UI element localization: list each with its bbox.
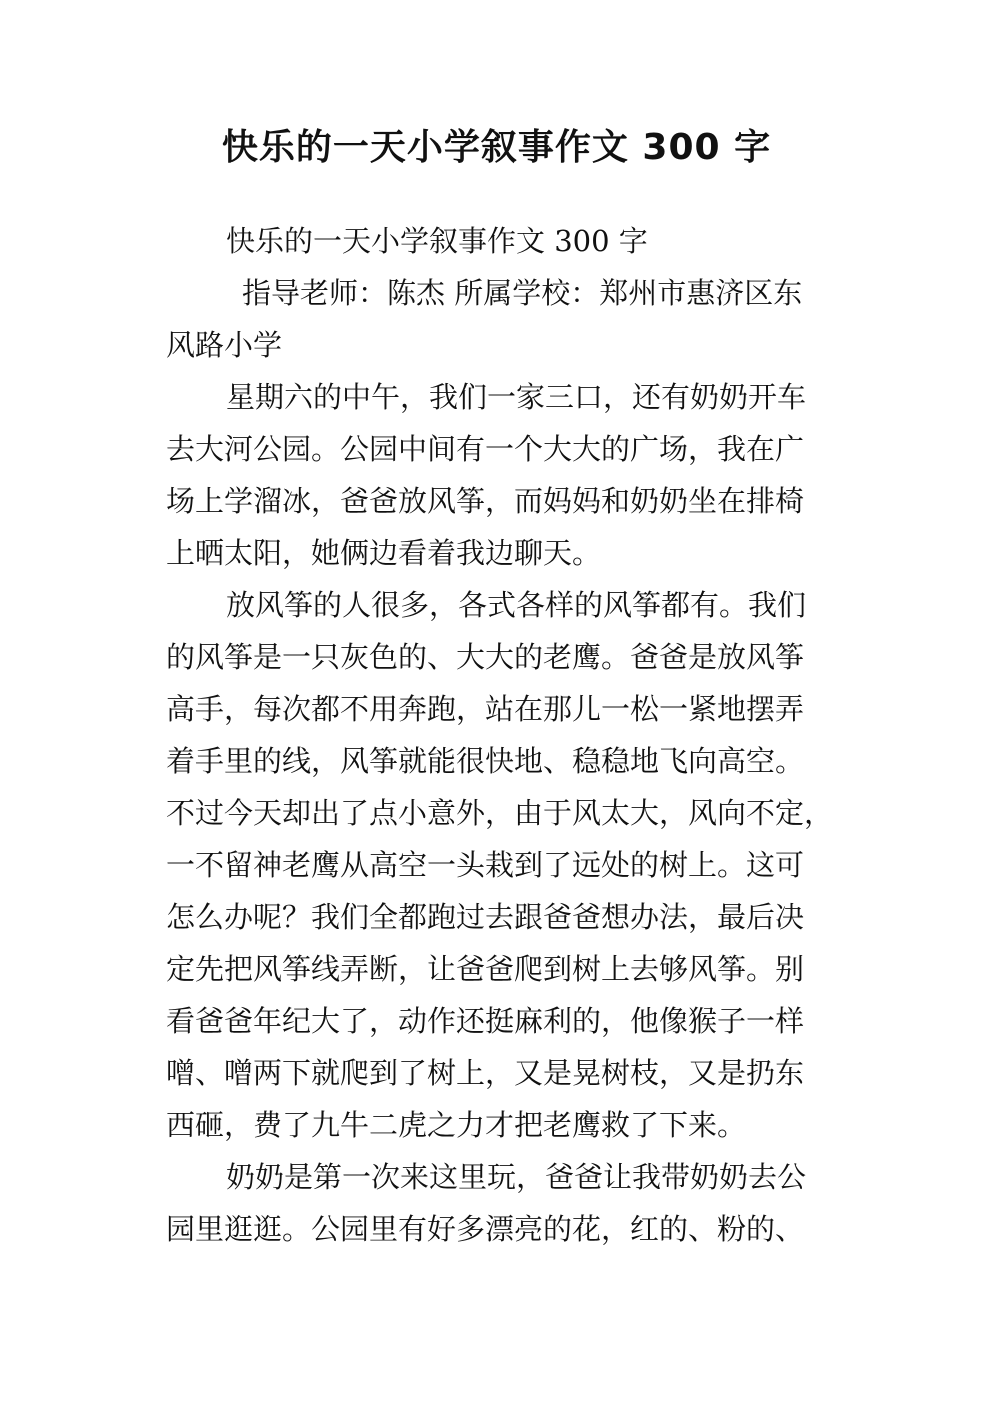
body-line: 场上学溜冰，爸爸放风筝，而妈妈和奶奶坐在排椅 [166,484,805,518]
body-line: 放风筝的人很多，各式各样的风筝都有。我们 [226,588,807,622]
body-line: 指导老师：陈杰 所属学校：郑州市惠济区东 [242,276,803,310]
body-line: 看爸爸年纪大了，动作还挺麻利的，他像猴子一样 [166,1004,805,1038]
body-line: 高手，每次都不用奔跑，站在那儿一松一紧地摆弄 [166,692,805,726]
body-line: 去大河公园。公园中间有一个大大的广场，我在广 [166,432,805,466]
body-line: 着手里的线，风筝就能很快地、稳稳地飞向高空。 [166,744,805,778]
body-line: 一不留神老鹰从高空一头栽到了远处的树上。这可 [166,848,805,882]
body-line: 定先把风筝线弄断，让爸爸爬到树上去够风筝。别 [166,952,805,986]
document-title: 快乐的一天小学叙事作文 300 字 [221,127,772,168]
body-line: 不过今天却出了点小意外，由于风太大，风向不定， [166,796,834,830]
body-line: 的风筝是一只灰色的、大大的老鹰。爸爸是放风筝 [166,640,805,674]
document-body [166,215,834,1255]
body-line: 园里逛逛。公园里有好多漂亮的花，红的、粉的、 [166,1212,805,1246]
body-line: 上晒太阳，她俩边看着我边聊天。 [166,536,602,570]
body-line: 奶奶是第一次来这里玩，爸爸让我带奶奶去公 [226,1160,807,1194]
body-line: 风路小学 [166,328,283,362]
body-line: 西砸，费了九牛二虎之力才把老鹰救了下来。 [166,1108,747,1142]
body-line: 怎么办呢？我们全都跑过去跟爸爸想办法，最后决 [166,900,805,934]
body-line: 星期六的中午，我们一家三口，还有奶奶开车 [226,380,807,414]
body-line: 噌、噌两下就爬到了树上，又是晃树枝，又是扔东 [166,1056,805,1090]
body-line: 快乐的一天小学叙事作文 300 字 [226,224,648,258]
